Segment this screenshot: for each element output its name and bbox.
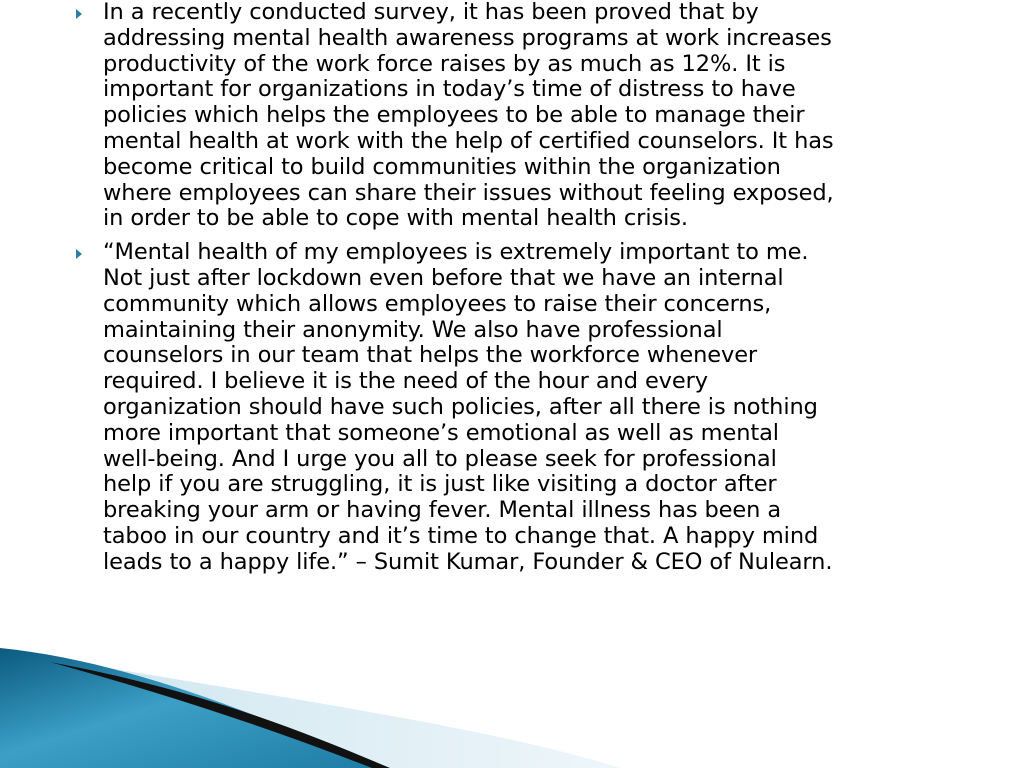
bullet-list [76, 0, 976, 584]
bullet-item-quote [76, 240, 976, 575]
decorative-wave-footer [0, 640, 1024, 768]
bullet-text: “Mental health of my employees is extremely important to me. Not just after lockdown even before that we have an internal community which allows employees to raise their concerns, maintaining their anonymity. We also have professional counselors in our team that helps the workforce whenever required. I believe it is the need of the hour and every organization should have such policies, after all there is nothing more important that someone’s emotional as well as mental well-being. And I urge you all to please seek for professional help if you are struggling, it is just like visiting a doctor after breaking your arm or having fever. Mental illness has been a taboo in our country and it’s time to change that. A happy mind leads to a happy life.” – Sumit Kumar, Founder & CEO of Nulearn. [103, 239, 833, 575]
bullet-text: In a recently conducted survey, it has been proved that by addressing mental health awareness programs at work increases productivity of the work force raises by as much as 12%. It is important for organizations in today’s time of distress to have policies which helps the employees to be able to manage their mental health at work with the help of certified counselors. It has become critical to build communities within the organization where employees can share their issues without feeling exposed, in order to be able to cope with mental health crisis. [103, 0, 834, 232]
triangle-right-icon [76, 249, 82, 259]
triangle-right-icon [76, 9, 82, 19]
bullet-item-survey [76, 0, 976, 232]
